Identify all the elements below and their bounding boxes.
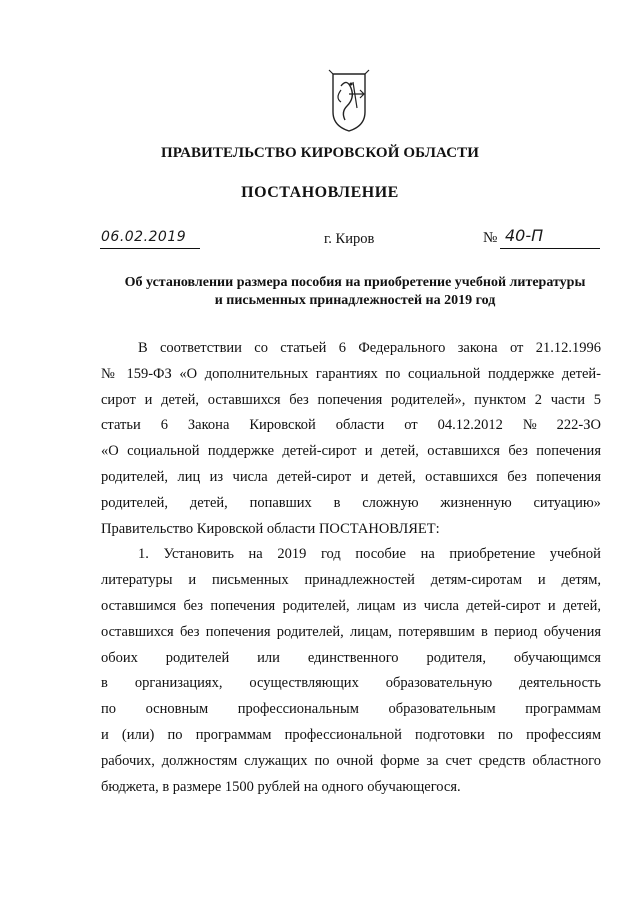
line-word: 21.12.1996 [535, 340, 601, 356]
text-line [101, 336, 601, 362]
line-word: деятельность [519, 675, 601, 692]
text-line [101, 517, 601, 543]
line-text: оставшимся без попечения родителей, лицам из числа детей-сирот и детей, [101, 597, 601, 614]
line-text: № 159-ФЗ «О дополнительных гарантиях по социальной поддержке детей- [101, 365, 601, 382]
document-type-title: ПОСТАНОВЛЕНИЕ [241, 184, 399, 201]
line-word: № [522, 417, 537, 434]
subject-line: и письменных принадлежностей на 2019 год [214, 293, 496, 308]
text-line [101, 749, 601, 775]
paragraph-preamble [101, 336, 601, 542]
document-body [101, 336, 601, 800]
text-line [101, 491, 601, 517]
line-word: 1. [138, 546, 149, 563]
line-word: 6 [338, 340, 347, 356]
text-line [101, 413, 601, 439]
line-word: учебной [549, 546, 601, 563]
text-line [101, 646, 601, 672]
text-line [101, 594, 601, 620]
line-word: программам [525, 701, 601, 718]
line-word: приобретение [449, 546, 536, 563]
text-line [101, 568, 601, 594]
document-date: 06.02.2019 [101, 229, 187, 245]
line-text: литературы и письменных принадлежностей детям-сиротам и детям, [101, 572, 601, 589]
line-word: образовательную [385, 675, 493, 692]
line-word: обоих [101, 649, 138, 666]
text-line [101, 775, 601, 801]
line-text: рабочих, должностям служащих по очной форме за счет средств областного [101, 752, 601, 769]
line-word: Федерального [358, 340, 446, 356]
line-word: 2019 [277, 546, 307, 563]
line-word: от [509, 340, 524, 356]
line-text: оставшихся без попечения родителей, лицам, потерявшим в период обучения [101, 623, 601, 640]
line-word: жизненную [440, 494, 512, 511]
line-word: на [420, 546, 435, 563]
organization-title: ПРАВИТЕЛЬСТВО КИРОВСКОЙ ОБЛАСТИ [161, 145, 479, 161]
line-word: пособие [355, 546, 406, 563]
line-word: или [257, 649, 280, 666]
line-word: образовательным [388, 701, 496, 718]
line-word: родителей [165, 649, 230, 666]
line-word: 04.12.2012 [437, 417, 503, 434]
line-word: Установить [163, 546, 234, 563]
line-word: В [138, 340, 148, 356]
line-word: попавших [249, 494, 312, 511]
line-word: сложную [362, 494, 419, 511]
line-word: закона [457, 340, 498, 356]
line-word: соответствии [160, 340, 242, 356]
text-line [101, 388, 601, 414]
text-line [101, 697, 601, 723]
line-word: родителя, [426, 649, 486, 666]
line-word: в [101, 675, 108, 692]
line-word: со [254, 340, 268, 356]
line-word: организациях, [134, 675, 223, 692]
text-line [101, 439, 601, 465]
line-word: единственного [307, 649, 399, 666]
line-word: на [248, 546, 263, 563]
line-text: родителей, лиц из числа детей-сирот и детей, оставшихся без попечения [101, 468, 601, 485]
line-word: по [101, 701, 117, 718]
line-text: сирот и детей, оставшихся без попечения родителей», пунктом 2 части 5 [101, 391, 601, 408]
paragraph-item-1 [101, 542, 601, 800]
line-text: и (или) по программам профессиональной подготовки по профессиям [101, 726, 601, 743]
line-word: профессиональным [237, 701, 359, 718]
line-word: от [404, 417, 418, 434]
line-word: 6 [160, 417, 168, 434]
text-line [101, 465, 601, 491]
document-number: 40-П [505, 226, 544, 245]
line-word: в [333, 494, 341, 511]
line-word: обучающимся [513, 649, 601, 666]
text-line [101, 620, 601, 646]
line-word: Кировской [249, 417, 316, 434]
text-line [101, 723, 601, 749]
line-word: осуществляющих [249, 675, 359, 692]
line-word: 222-ЗО [556, 417, 601, 434]
coat-of-arms-icon [327, 68, 371, 134]
line-text: бюджета, в размере 1500 рублей на одного обучающегося. [101, 778, 461, 795]
line-word: ситуацию» [533, 494, 601, 511]
line-word: области [335, 417, 385, 434]
document-city: г. Киров [324, 231, 375, 247]
text-line [101, 671, 601, 697]
subject-line: Об установлении размера пособия на приобретение учебной литературы [124, 275, 586, 290]
line-word: статьей [280, 340, 327, 356]
line-word: детей, [189, 494, 228, 511]
line-word: основным [145, 701, 209, 718]
line-word: статьи [101, 417, 141, 434]
line-word: год [320, 546, 341, 563]
document-subject [105, 274, 605, 310]
line-word: родителей, [101, 494, 169, 511]
number-label: № [483, 230, 498, 246]
text-line [101, 542, 601, 568]
line-word: Закона [187, 417, 230, 434]
line-text: Правительство Кировской области ПОСТАНОВЛЯЕТ: [101, 520, 440, 537]
line-text: «О социальной поддержке детей-сирот и детей, оставшихся без попечения [101, 443, 601, 460]
text-line [101, 362, 601, 388]
